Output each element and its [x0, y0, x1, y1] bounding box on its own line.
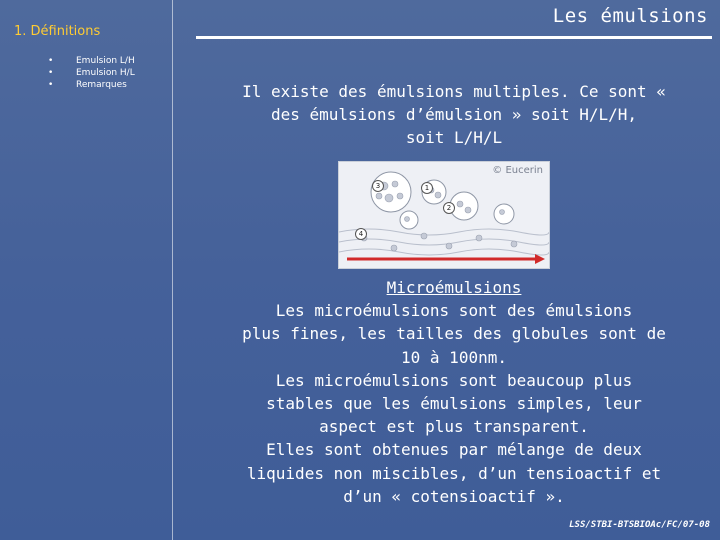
emulsion-illustration	[338, 161, 550, 269]
figure-label: 4	[355, 228, 367, 240]
figure-label: 3	[372, 180, 384, 192]
figure-label: 1	[421, 182, 433, 194]
slide-title: Les émulsions	[552, 5, 708, 27]
intro-paragraph	[196, 80, 712, 149]
bullet-item: • Emulsion L/H	[48, 55, 135, 67]
body-line: liquides non miscibles, d’un tensioactif et	[246, 463, 662, 483]
bullet-item: • Emulsion H/L	[48, 67, 135, 79]
microemulsion-heading: Microémulsions	[386, 278, 522, 297]
microemulsion-paragraph	[196, 276, 712, 508]
body-line: Les microémulsions sont beaucoup plus	[275, 370, 633, 390]
body-line: Les microémulsions sont des émulsions	[275, 301, 633, 321]
body-line: Elles sont obtenues par mélange de deux	[266, 440, 642, 460]
body-line: plus fines, les tailles des globules sont de	[242, 324, 666, 344]
body-line: 10 à 100nm.	[401, 347, 507, 367]
figure-label: 2	[443, 202, 455, 214]
vertical-divider	[172, 0, 173, 540]
footer-reference: LSS/STBI-BTSBIOAc/FC/07-08	[569, 520, 710, 530]
section-title: 1. Définitions	[14, 24, 101, 39]
emulsion-drawing	[339, 162, 549, 268]
bullet-item: • Remarques	[48, 79, 135, 91]
sidebar	[0, 0, 172, 540]
title-underline	[196, 36, 712, 39]
body-line: aspect est plus transparent.	[319, 417, 589, 437]
body-line: stables que les émulsions simples, leur	[266, 394, 642, 414]
bullet-list	[48, 55, 135, 91]
intro-line: des émulsions d’émulsion » soit H/L/H,	[270, 105, 638, 124]
intro-line: soit L/H/L	[405, 128, 503, 147]
intro-line: Il existe des émulsions multiples. Ce sont «	[242, 82, 666, 101]
body-line: d’un « cotensioactif ».	[343, 486, 565, 506]
figure-brand: © Eucerin	[492, 165, 543, 176]
